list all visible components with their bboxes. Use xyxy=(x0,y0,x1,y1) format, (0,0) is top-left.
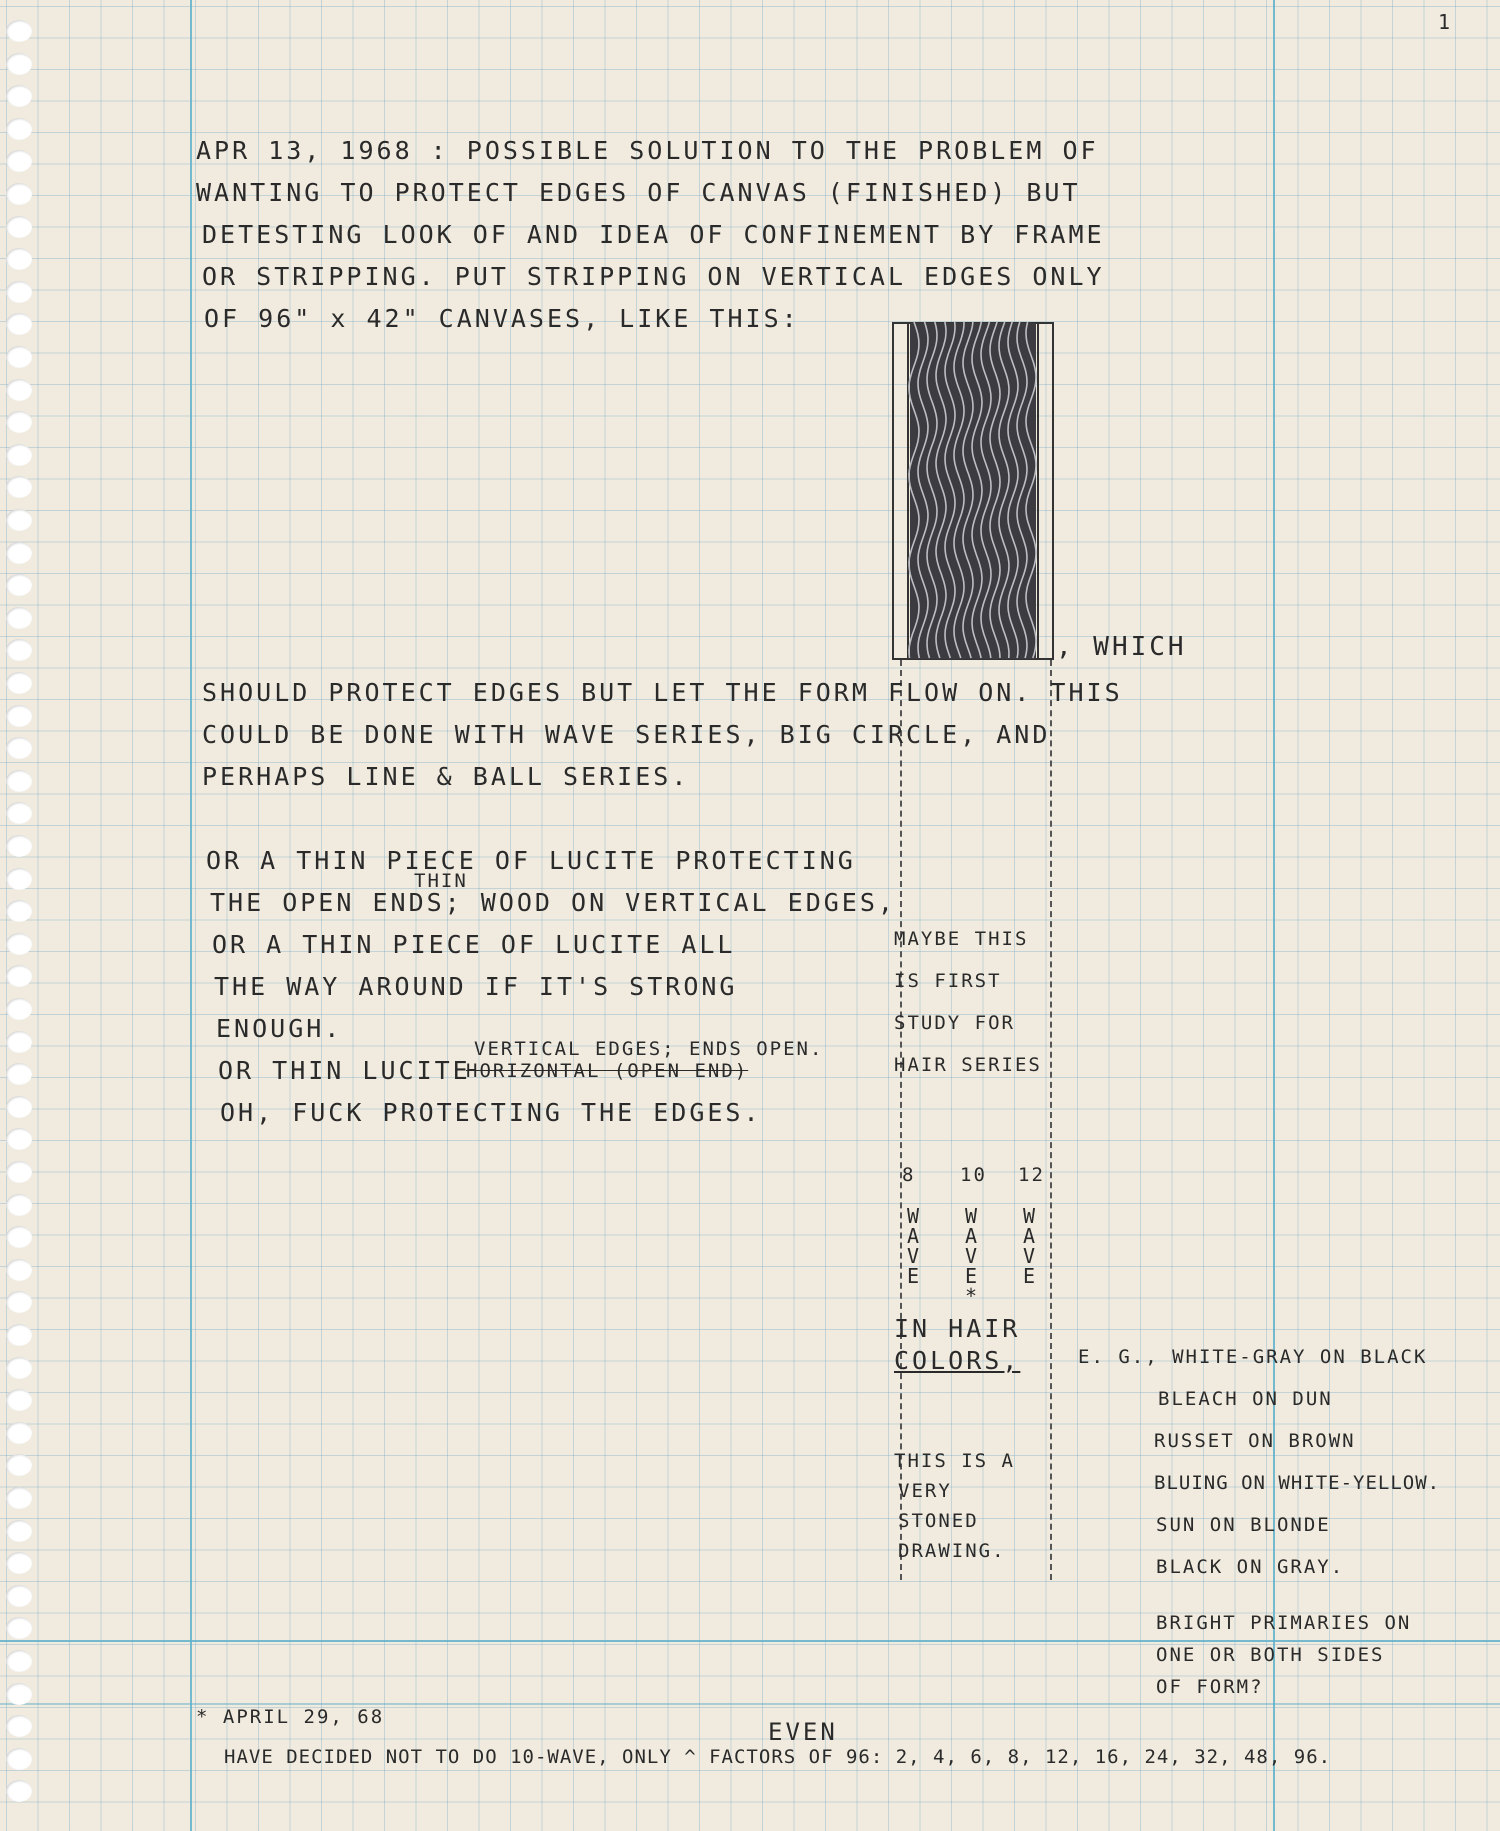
binding-hole xyxy=(6,1161,32,1183)
binding-hole xyxy=(6,1650,32,1672)
stoned-note-line: THIS IS A xyxy=(894,1450,1015,1472)
dashed-guide-left xyxy=(900,660,902,1580)
binding-hole xyxy=(6,770,32,792)
binding-hole xyxy=(6,1487,32,1509)
binding-hole xyxy=(6,1063,32,1085)
binding-hole xyxy=(6,868,32,890)
binding-hole xyxy=(6,509,32,531)
text-line: DETESTING LOOK OF AND IDEA OF CONFINEMENT BY FRAME xyxy=(202,220,1105,249)
binding-hole xyxy=(6,835,32,857)
binding-hole xyxy=(6,248,32,270)
color-pair: BLACK ON GRAY. xyxy=(1156,1556,1345,1578)
binding-hole xyxy=(6,1291,32,1313)
binding-hole xyxy=(6,53,32,75)
color-pair: BRIGHT PRIMARIES ON xyxy=(1156,1612,1412,1634)
side-note-line: STUDY FOR xyxy=(894,1012,1015,1034)
inserted-word: THIN xyxy=(414,870,468,892)
footnote-inserted-word: EVEN xyxy=(768,1718,838,1746)
color-pair: RUSSET ON BROWN xyxy=(1154,1430,1356,1452)
in-hair-colors-text: COLORS, xyxy=(894,1346,1021,1375)
side-note-line: HAIR SERIES xyxy=(894,1054,1042,1076)
binding-hole xyxy=(6,216,32,238)
inserted-phrase: VERTICAL EDGES; ENDS OPEN. xyxy=(474,1038,824,1060)
binding-hole xyxy=(6,313,32,335)
text-line: OR A THIN PIECE OF LUCITE ALL xyxy=(212,930,736,959)
binding-hole xyxy=(6,1552,32,1574)
binding-hole xyxy=(6,1715,32,1737)
binding-hole xyxy=(6,1389,32,1411)
text-line: THE OPEN ENDS; WOOD ON VERTICAL EDGES, xyxy=(210,888,896,917)
binding-hole xyxy=(6,1357,32,1379)
binding-hole xyxy=(6,574,32,596)
binding-hole xyxy=(6,1096,32,1118)
color-pair: BLEACH ON DUN xyxy=(1158,1388,1333,1410)
text-line: WANTING TO PROTECT EDGES OF CANVAS (FINISHED) BUT xyxy=(196,178,1081,207)
text-line: OF 96" x 42" CANVASES, LIKE THIS: xyxy=(204,304,800,333)
binding-hole xyxy=(6,281,32,303)
stoned-note-line: VERY xyxy=(898,1480,952,1502)
wave-letter: W xyxy=(906,1204,920,1228)
binding-hole xyxy=(6,672,32,694)
binding-hole xyxy=(6,183,32,205)
page-number: 1 xyxy=(1438,10,1454,34)
left-margin-line xyxy=(190,0,192,1831)
color-pair: ONE OR BOTH SIDES xyxy=(1156,1644,1385,1666)
binding-hole xyxy=(6,1520,32,1542)
color-pair: BLUING ON WHITE-YELLOW. xyxy=(1154,1472,1441,1494)
wave-letter: W xyxy=(964,1204,978,1228)
binding-hole xyxy=(6,1259,32,1281)
in-hair-text: IN HAIR xyxy=(894,1314,1021,1343)
color-pair: OF FORM? xyxy=(1156,1676,1264,1698)
bottom-margin-line xyxy=(0,1640,1500,1642)
binding-hole xyxy=(6,150,32,172)
binding-hole xyxy=(6,607,32,629)
wave-letter: E xyxy=(964,1264,978,1288)
wave-letter: * xyxy=(964,1284,978,1308)
binding-hole xyxy=(6,737,32,759)
wave-letter: W xyxy=(1022,1204,1036,1228)
binding-hole xyxy=(6,1683,32,1705)
binding-hole xyxy=(6,1422,32,1444)
footnote-date: * APRIL 29, 68 xyxy=(196,1706,385,1728)
stoned-note-line: DRAWING. xyxy=(898,1540,1006,1562)
binding-hole xyxy=(6,476,32,498)
binding-hole xyxy=(6,1324,32,1346)
bottom-margin-line-2 xyxy=(0,1703,1500,1705)
stoned-note-line: STONED xyxy=(898,1510,979,1532)
text-line: OH, FUCK PROTECTING THE EDGES. xyxy=(220,1098,762,1127)
spiral-binding-holes xyxy=(6,20,36,1820)
binding-hole xyxy=(6,379,32,401)
wave-letter: E xyxy=(1022,1264,1036,1288)
wave-letter: A xyxy=(906,1224,920,1248)
entry-heading: APR 13, 1968 : POSSIBLE SOLUTION TO THE PROBLEM OF xyxy=(196,136,1099,165)
color-pair: E. G., WHITE-GRAY ON BLACK xyxy=(1078,1346,1428,1368)
binding-hole xyxy=(6,1780,32,1802)
binding-hole xyxy=(6,998,32,1020)
dashed-guide-right xyxy=(1050,660,1052,1580)
binding-hole xyxy=(6,639,32,661)
binding-hole xyxy=(6,1226,32,1248)
binding-hole xyxy=(6,542,32,564)
wave-letter: V xyxy=(964,1244,978,1268)
which-text: , WHICH xyxy=(1056,632,1187,662)
text-line: THE WAY AROUND IF IT'S STRONG xyxy=(214,972,738,1001)
text-line: OR A THIN PIECE OF LUCITE PROTECTING xyxy=(206,846,856,875)
binding-hole xyxy=(6,1748,32,1770)
color-pair: SUN ON BLONDE xyxy=(1156,1514,1331,1536)
binding-hole xyxy=(6,705,32,727)
text-line: OR THIN LUCITE xyxy=(218,1056,471,1085)
footnote-text: HAVE DECIDED NOT TO DO 10-WAVE, ONLY ^ FACTORS OF 96: 2, 4, 6, 8, 12, 16, 24, 32, 48, 96. xyxy=(224,1746,1332,1768)
text-line: SHOULD PROTECT EDGES BUT LET THE FORM FLOW ON. THIS xyxy=(202,678,1123,707)
text-line: PERHAPS LINE & BALL SERIES. xyxy=(202,762,690,791)
binding-hole xyxy=(6,346,32,368)
binding-hole xyxy=(6,802,32,824)
wave-count: 8 xyxy=(902,1164,916,1186)
crossed-out-text: HORIZONTAL (OPEN END) xyxy=(466,1060,749,1082)
binding-hole xyxy=(6,20,32,42)
wave-letter: E xyxy=(906,1264,920,1288)
in-hair-line xyxy=(894,1316,1020,1341)
wave-letter: V xyxy=(1022,1244,1036,1268)
binding-hole xyxy=(6,965,32,987)
side-note-line: IS FIRST xyxy=(894,970,1002,992)
binding-hole xyxy=(6,1194,32,1216)
wave-count: 12 xyxy=(1018,1164,1045,1186)
text-line: ENOUGH. xyxy=(216,1014,343,1043)
side-note-line: MAYBE THIS xyxy=(894,928,1029,950)
binding-hole xyxy=(6,1454,32,1476)
wave-letter: A xyxy=(1022,1224,1036,1248)
binding-hole xyxy=(6,1585,32,1607)
binding-hole xyxy=(6,900,32,922)
binding-hole xyxy=(6,118,32,140)
binding-hole xyxy=(6,1031,32,1053)
canvas-sketch xyxy=(892,322,1054,660)
binding-hole xyxy=(6,411,32,433)
binding-hole xyxy=(6,85,32,107)
wave-letter: V xyxy=(906,1244,920,1268)
binding-hole xyxy=(6,1617,32,1639)
wave-count: 10 xyxy=(960,1164,987,1186)
binding-hole xyxy=(6,444,32,466)
wave-letter: A xyxy=(964,1224,978,1248)
binding-hole xyxy=(6,1128,32,1150)
binding-hole xyxy=(6,933,32,955)
text-line: COULD BE DONE WITH WAVE SERIES, BIG CIRCLE, AND xyxy=(202,720,1051,749)
text-line: OR STRIPPING. PUT STRIPPING ON VERTICAL EDGES ONLY xyxy=(202,262,1105,291)
